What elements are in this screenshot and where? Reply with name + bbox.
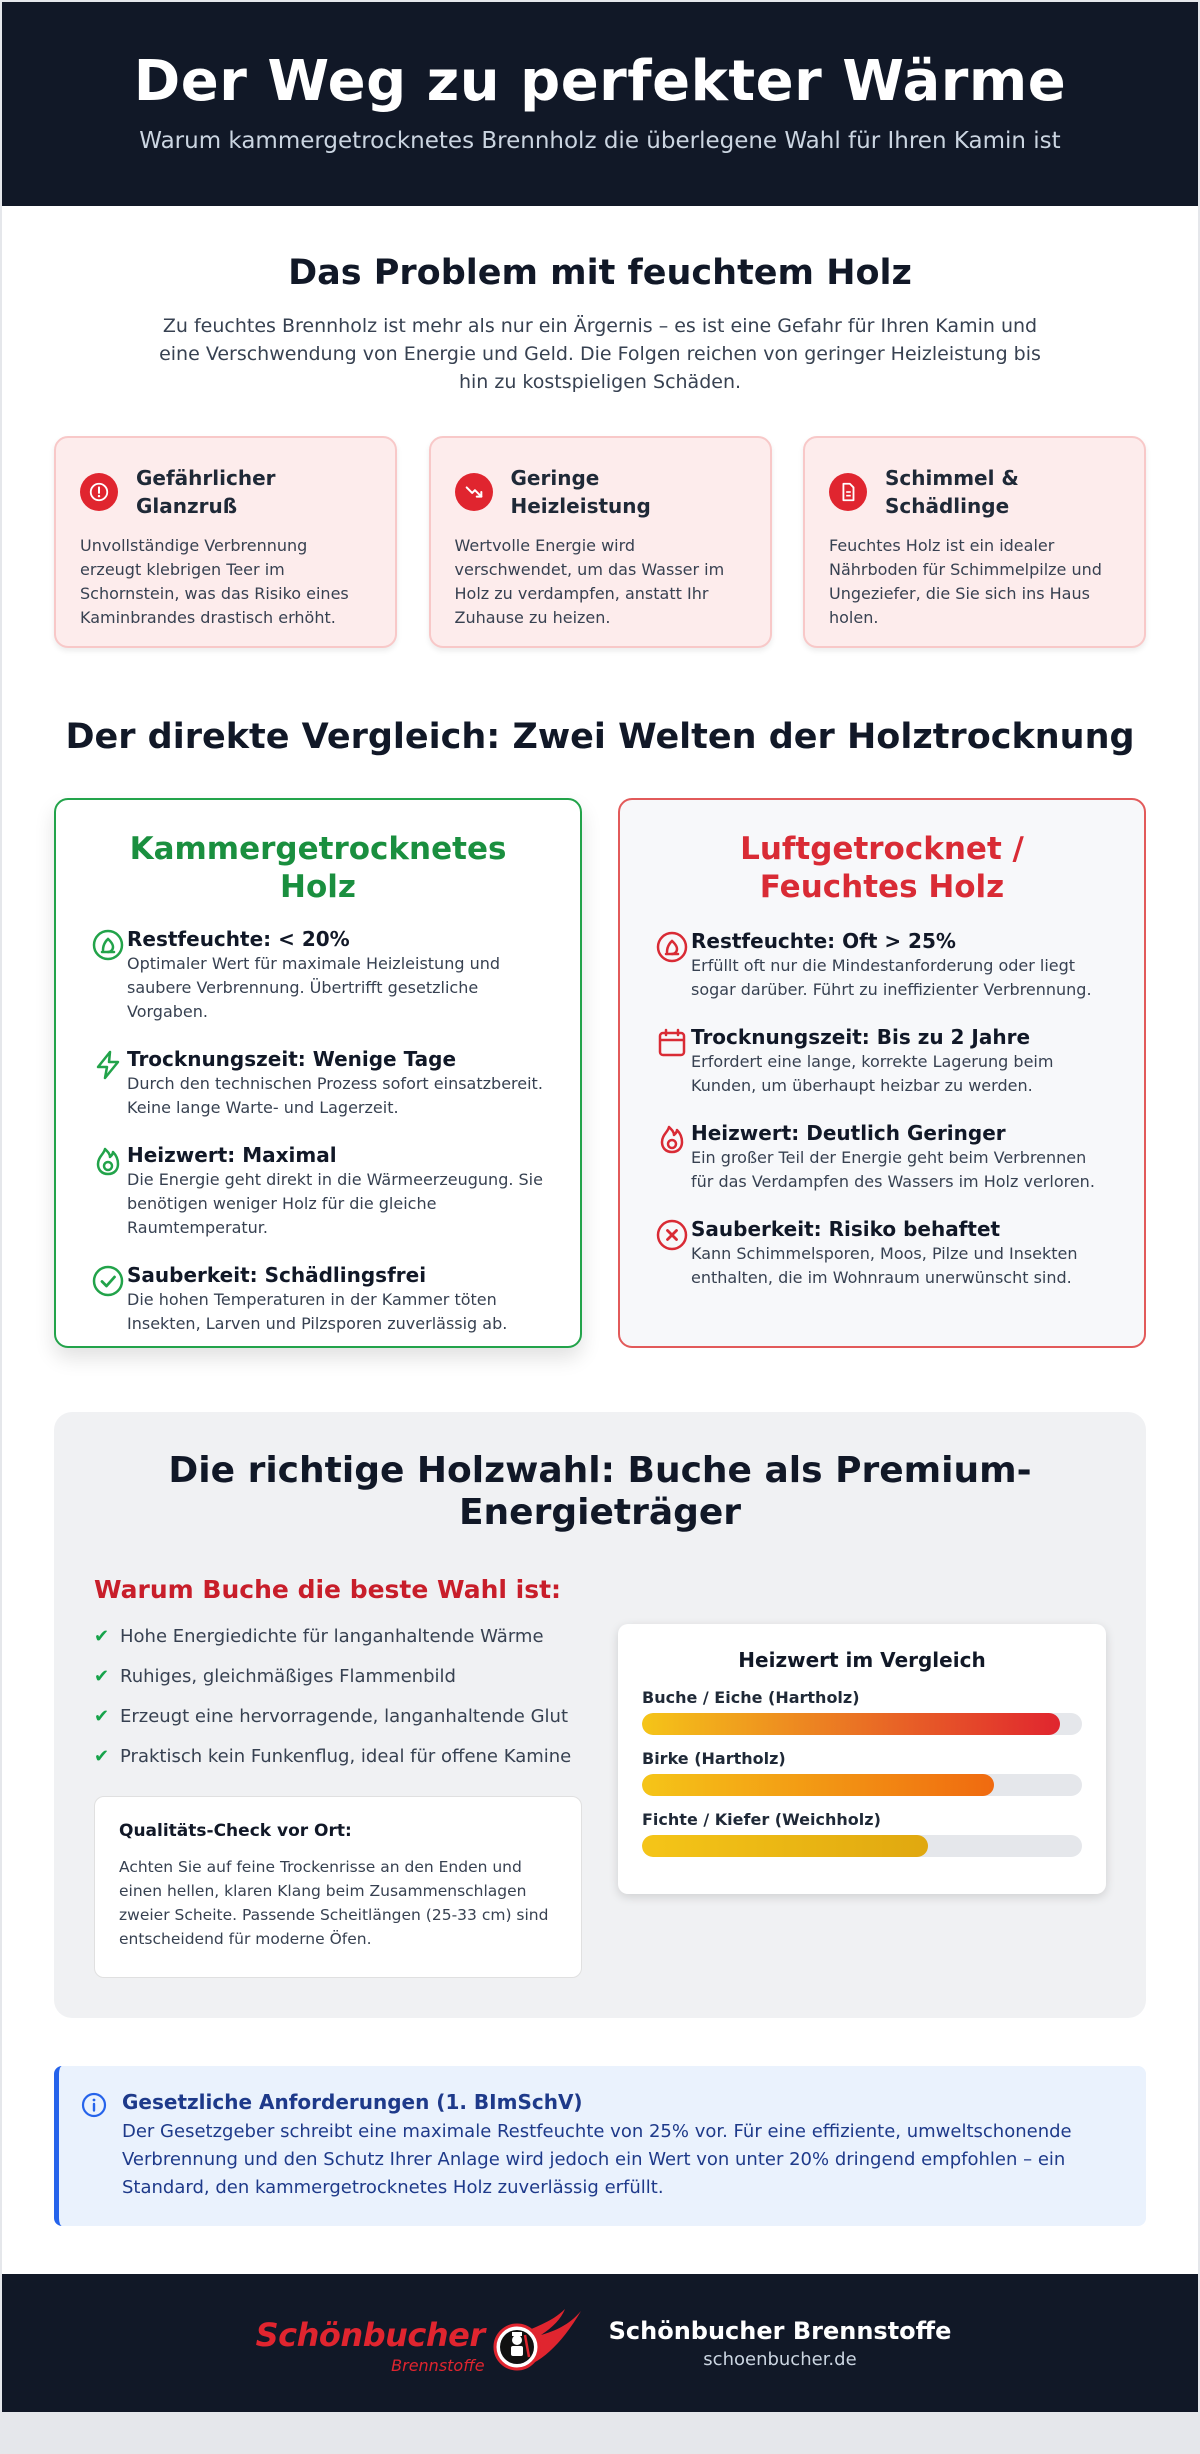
why-title: Warum Buche die beste Wahl ist: [94,1575,562,1604]
bar-label: Birke (Hartholz) [642,1749,786,1768]
benefit-text: Hohe Energiedichte für langanhaltende Wärme [120,1626,544,1647]
comparison-item [92,1262,544,1336]
problem-card-text: Unvollständige Verbrennung erzeugt klebrigen Teer im Schornstein, was das Risiko eines Kaminbrandes drastisch erhöht. [80,536,349,627]
bar-label: Buche / Eiche (Hartholz) [642,1688,860,1707]
flame-icon [92,1145,126,1240]
wood-section-wrap [2,1412,1198,2018]
problem-intro: Zu feuchtes Brennholz ist mehr als nur ein Ärgernis – es ist eine Gefahr für Ihren Kamin und eine Verschwendung von Energie und Geld. Die Folgen reichen von geringer Heizleistung bis hin zu kostspieligen Schäden. [159,315,1041,393]
item-title: Restfeuchte: Oft > 25% [691,929,956,953]
info-icon [81,2092,107,2202]
legal-notice [54,2066,1146,2226]
comparison-title: Der direkte Vergleich: Zwei Welten der Holztrocknung [65,717,1135,757]
footer [2,2274,1198,2412]
quality-check-title: Qualitäts-Check vor Ort: [119,1821,352,1841]
comparison-item [656,1024,1108,1098]
hero-header [2,2,1198,206]
column-title: Kammergetrocknetes Holz [129,831,507,905]
lightning-icon [92,1049,126,1120]
item-title: Restfeuchte: < 20% [127,927,350,951]
problem-card-text: Feuchtes Holz ist ein idealer Nährboden für Schimmelpilze und Ungeziefer, die Sie sich ins Haus holen. [829,536,1102,627]
bar-track [642,1835,1082,1857]
document-icon [829,473,867,511]
comparison-item [656,928,1108,1002]
bar [642,1774,994,1796]
trending-down-icon [455,473,493,511]
bar-track [642,1774,1082,1796]
legal-section-wrap [2,2066,1198,2226]
check-circle-icon [92,1265,126,1336]
check-icon: ✔ [94,1626,110,1647]
logo-sub-text: Brennstoffe [391,2356,485,2375]
comparison-columns [54,798,1146,1348]
item-title: Trocknungszeit: Wenige Tage [127,1047,457,1071]
logo-wordmark [249,2308,489,2378]
item-text: Optimaler Wert für maximale Heizleistung und saubere Verbrennung. Übertrifft gesetzliche Vorgaben. [127,954,501,1021]
bar [642,1835,928,1857]
problem-title: Das Problem mit feuchtem Holz [288,253,912,293]
comparison-column-luft [618,798,1146,1348]
item-text: Die Energie geht direkt in die Wärmeerzeugung. Sie benötigen weniger Holz für die gleiche Raumtemperatur. [127,1170,543,1237]
legal-text: Der Gesetzgeber schreibt eine maximale Restfeuchte von 25% vor. Für eine effiziente, umweltschonende Verbrennung und den Schutz Ihrer Anlage wird jedoch ein Wert von unter 20% dringend empfohlen – ein Standard, den kammergetrocknetes Holz zuverlässig erfüllt. [122,2121,1072,2198]
quality-check-box [94,1796,582,1978]
wood-title: Die richtige Holzwahl: Buche als Premium-Energieträger [168,1450,1032,1533]
benefit-text: Praktisch kein Funkenflug, ideal für offene Kamine [120,1746,572,1767]
item-text: Die hohen Temperaturen in der Kammer töten Insekten, Larven und Pilzsporen zuverlässig ab. [127,1290,508,1333]
footer-url[interactable]: schoenbucher.de [703,2348,857,2370]
item-title: Heizwert: Deutlich Geringer [691,1121,1006,1145]
list-item [94,1704,582,1730]
problem-card-heizleistung [429,436,772,648]
item-text: Erfordert eine lange, korrekte Lagerung beim Kunden, um überhaupt heizbar zu werden. [691,1052,1054,1095]
alert-circle-icon [80,473,118,511]
problem-card-title: Gefährlicher Glanzruß [136,466,276,518]
item-text: Durch den technischen Prozess sofort einsatzbereit. Keine lange Warte- und Lagerzeit. [127,1074,543,1117]
comparison-item [92,1046,544,1120]
bar [642,1713,1060,1735]
comparison-item [92,926,544,1024]
list-item [94,1744,582,1770]
problem-cards [54,436,1146,648]
problem-card-schimmel [803,436,1146,648]
problem-card-text: Wertvolle Energie wird verschwendet, um das Wasser im Holz zu verdampfen, anstatt Ihr Zuhause zu heizen. [454,536,725,627]
comparison-item [92,1142,544,1240]
footer-company-name: Schönbucher Brennstoffe [608,2316,952,2345]
comparison-item [656,1216,1108,1290]
moisture-icon [92,929,126,1024]
problem-card-title: Geringe Heizleistung [510,466,651,518]
page [2,2,1198,2412]
wood-section [54,1412,1146,2018]
check-icon: ✔ [94,1706,110,1727]
column-title: Luftgetrocknet / Feuchtes Holz [740,831,1024,905]
benefit-text: Ruhiges, gleichmäßiges Flammenbild [120,1666,456,1687]
problem-card-title: Schimmel & Schädlinge [885,466,1019,518]
flame-icon [656,1123,690,1194]
item-title: Sauberkeit: Risiko behaftet [691,1217,1001,1241]
bar-track [642,1713,1082,1735]
item-text: Erfüllt oft nur die Mindestanforderung oder liegt sogar darüber. Führt zu ineffizienter Verbrennung. [691,956,1092,999]
wood-benefits [94,1574,582,1978]
comparison-column-kammer [54,798,582,1348]
chimney-sweep-emblem-icon [489,2305,585,2381]
list-item [94,1624,582,1650]
comparison-section [2,716,1198,1348]
page-title: Der Weg zu perfekter Wärme [133,49,1067,114]
list-item [94,1664,582,1690]
calendar-icon [656,1027,690,1098]
heating-value-chart [618,1624,1106,1894]
logo-main-text: Schönbucher [255,2316,485,2354]
check-icon: ✔ [94,1746,110,1767]
item-text: Kann Schimmelsporen, Moos, Pilze und Insekten enthalten, die im Wohnraum unerwünscht sind. [691,1244,1078,1287]
quality-check-text: Achten Sie auf feine Trockenrisse an den Enden und einen hellen, klaren Klang beim Zusammenschlagen zweier Scheite. Passende Scheitlängen (25-33 cm) sind entscheidend für moderne Öfen. [119,1858,549,1948]
problem-card-glanzruss [54,436,397,648]
company-logo [249,2305,585,2381]
comparison-item [656,1120,1108,1194]
item-title: Sauberkeit: Schädlingsfrei [127,1263,427,1287]
chart-title: Heizwert im Vergleich [738,1648,986,1672]
footer-company-info [609,2317,952,2370]
bar-label: Fichte / Kiefer (Weichholz) [642,1810,881,1829]
benefit-text: Erzeugt eine hervorragende, langanhaltende Glut [120,1706,569,1727]
item-title: Heizwert: Maximal [127,1143,337,1167]
item-title: Trocknungszeit: Bis zu 2 Jahre [691,1025,1031,1049]
x-circle-icon [656,1219,690,1290]
legal-title: Gesetzliche Anforderungen (1. BImSchV) [122,2090,583,2114]
chart-bars [642,1688,1082,1857]
item-text: Ein großer Teil der Energie geht beim Verbrennen für das Verdampfen des Wassers im Holz verloren. [691,1148,1095,1191]
check-icon: ✔ [94,1666,110,1687]
moisture-icon [656,931,690,1002]
page-subtitle: Warum kammergetrocknetes Brennholz die überlegene Wahl für Ihren Kamin ist [139,128,1061,154]
benefit-list [94,1624,582,1770]
problem-section [2,252,1198,648]
